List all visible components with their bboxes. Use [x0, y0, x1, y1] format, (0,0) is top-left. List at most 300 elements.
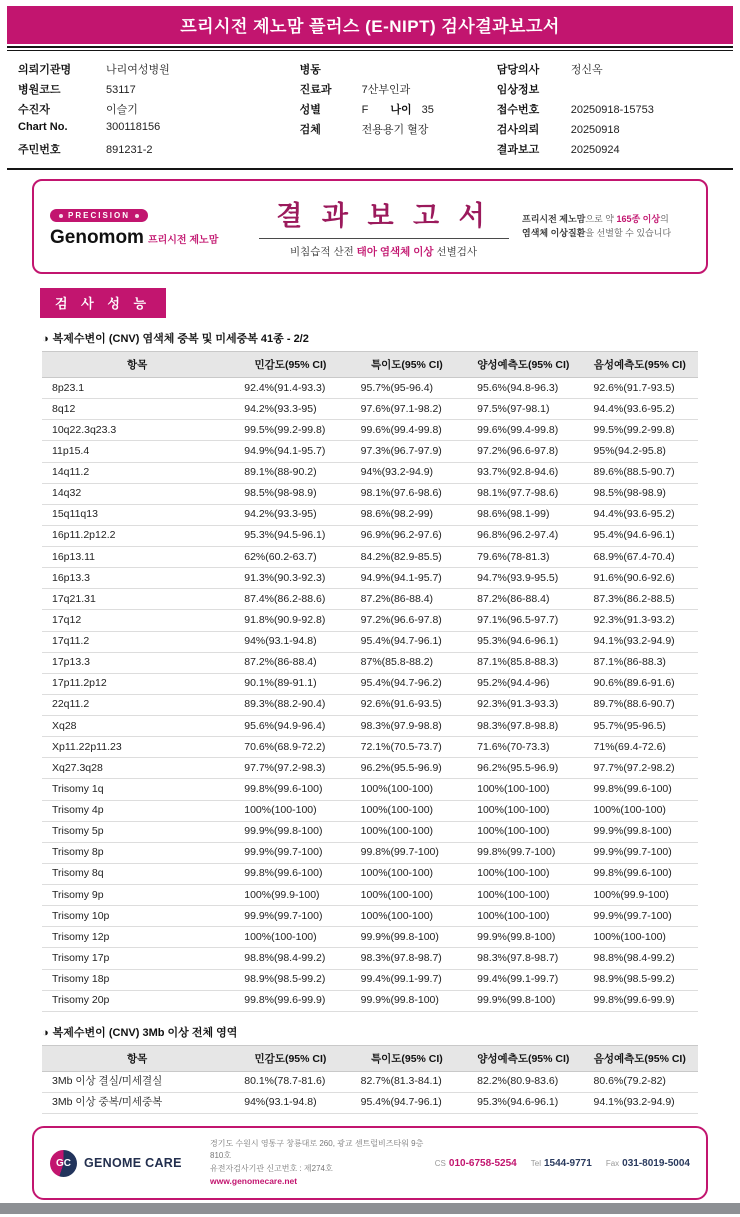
value-cell: 100%(100-100) — [465, 885, 581, 906]
item-cell: Trisomy 4p — [42, 800, 232, 821]
value-cell: 99.9%(99.7-100) — [232, 842, 348, 863]
table2-caption-text: 복제수변이 (CNV) 3Mb 이상 전체 영역 — [52, 1026, 238, 1039]
table-row — [42, 1092, 698, 1113]
table-row — [42, 779, 698, 800]
table-row — [42, 652, 698, 673]
info-value: 20250918 — [570, 124, 620, 136]
note-mid: 으로 약 — [585, 213, 617, 224]
item-cell: Xq28 — [42, 716, 232, 737]
value-cell: 94.2%(93.3-95) — [232, 399, 348, 420]
info-value: 정신옥 — [570, 64, 603, 76]
column-header: 음성예측도(95% CI) — [582, 1045, 698, 1071]
value-cell: 99.5%(99.2-99.8) — [232, 420, 348, 441]
value-cell: 99.9%(99.7-100) — [582, 906, 698, 927]
value-cell: 94.2%(93.3-95) — [232, 504, 348, 525]
brand-name: Genomom — [50, 226, 144, 248]
info-label: 의뢰기관명 — [18, 64, 72, 76]
table-row — [42, 906, 698, 927]
item-cell: Xp11.22p11.23 — [42, 737, 232, 758]
value-cell: 71.6%(70-73.3) — [465, 737, 581, 758]
subtitle-post: 선별검사 — [433, 246, 478, 258]
section-header-test-performance: 검 사 성 능 — [40, 288, 166, 318]
value-cell: 98.9%(98.5-99.2) — [582, 969, 698, 990]
brand-name-korean: 프리시전 제노맘 — [147, 234, 219, 246]
precision-badge — [50, 209, 148, 222]
value-cell: 99.4%(99.1-99.7) — [349, 969, 465, 990]
value-cell: 92.4%(91.4-93.3) — [232, 378, 348, 399]
genomecare-logo-text: GENOME CARE — [84, 1156, 182, 1171]
column-header: 양성예측도(95% CI) — [465, 1045, 581, 1071]
contact-tel — [531, 1158, 592, 1169]
contact-label: CS — [434, 1158, 446, 1168]
brand-block — [50, 205, 245, 249]
value-cell: 97.6%(97.1-98.2) — [349, 399, 465, 420]
item-cell: 22q11.2 — [42, 694, 232, 715]
item-cell: Trisomy 8q — [42, 863, 232, 884]
table2-caption — [42, 1024, 698, 1040]
info-value: 53117 — [106, 84, 136, 96]
page-edge-strip — [0, 1203, 740, 1214]
half-circle-icon: ◑ — [42, 333, 49, 345]
contact-value: 1544-9771 — [543, 1157, 592, 1169]
value-cell: 96.2%(95.5-96.9) — [349, 758, 465, 779]
value-cell: 98.3%(97.8-98.8) — [465, 716, 581, 737]
value-cell: 98.8%(98.4-99.2) — [232, 948, 348, 969]
value-cell: 98.3%(97.8-98.7) — [465, 948, 581, 969]
value-cell: 99.9%(99.8-100) — [582, 821, 698, 842]
info-value: 300118156 — [106, 121, 161, 133]
table-row — [42, 737, 698, 758]
item-cell: 8q12 — [42, 399, 232, 420]
info-label: 나이 — [390, 104, 412, 116]
result-banner — [32, 179, 708, 274]
value-cell: 99.4%(99.1-99.7) — [465, 969, 581, 990]
value-cell: 80.1%(78.7-81.6) — [232, 1071, 348, 1092]
table-row — [42, 399, 698, 420]
item-cell: Xq27.3q28 — [42, 758, 232, 779]
value-cell: 99.5%(99.2-99.8) — [582, 420, 698, 441]
value-cell: 97.5%(97-98.1) — [465, 399, 581, 420]
info-column — [18, 60, 300, 160]
value-cell: 96.2%(95.5-96.9) — [465, 758, 581, 779]
subtitle-highlight: 태아 염색체 이상 — [356, 246, 434, 258]
value-cell: 100%(100-100) — [465, 821, 581, 842]
value-cell: 98.5%(98-98.9) — [582, 483, 698, 504]
info-row — [497, 80, 722, 100]
info-label: 병동 — [299, 64, 321, 76]
value-cell: 95.4%(94.7-96.2) — [349, 673, 465, 694]
info-value: 20250924 — [570, 144, 620, 156]
info-row — [300, 60, 497, 80]
info-row — [18, 120, 300, 140]
column-header: 특이도(95% CI) — [349, 1045, 465, 1071]
info-row — [18, 140, 300, 160]
info-label: Chart No. — [18, 121, 68, 133]
value-cell: 91.3%(90.3-92.3) — [232, 568, 348, 589]
footer-contacts — [435, 1158, 690, 1169]
column-header: 양성예측도(95% CI) — [465, 352, 581, 378]
info-label: 결과보고 — [496, 144, 540, 156]
value-cell: 95.3%(94.6-96.1) — [465, 631, 581, 652]
table-row — [42, 821, 698, 842]
info-label: 담당의사 — [496, 64, 540, 76]
value-cell: 96.9%(96.2-97.6) — [349, 525, 465, 546]
note-brand: 프리시전 제노맘 — [522, 213, 586, 224]
value-cell: 100%(100-100) — [349, 779, 465, 800]
value-cell: 94%(93.1-94.8) — [232, 631, 348, 652]
value-cell: 87.1%(85.8-88.3) — [465, 652, 581, 673]
item-cell: Trisomy 9p — [42, 885, 232, 906]
value-cell: 99.9%(99.8-100) — [465, 927, 581, 948]
banner-note — [522, 213, 690, 241]
value-cell: 80.6%(79.2-82) — [582, 1071, 698, 1092]
value-cell: 99.8%(99.6-99.9) — [232, 990, 348, 1011]
info-row — [300, 100, 497, 120]
info-label: 수진자 — [18, 104, 50, 116]
table-row — [42, 504, 698, 525]
subtitle-pre: 비침습적 산전 — [289, 246, 357, 258]
info-value: 891231-2 — [106, 144, 153, 156]
item-cell: 17q11.2 — [42, 631, 232, 652]
value-cell: 91.6%(90.6-92.6) — [582, 568, 698, 589]
info-value: 이슬기 — [106, 104, 138, 116]
item-cell: 17p13.3 — [42, 652, 232, 673]
table-row — [42, 885, 698, 906]
value-cell: 94.9%(94.1-95.7) — [349, 568, 465, 589]
item-cell: Trisomy 20p — [42, 990, 232, 1011]
report-page — [0, 6, 740, 1217]
value-cell: 100%(100-100) — [349, 863, 465, 884]
note-bold2: 염색체 이상질환 — [522, 227, 586, 238]
value-cell: 99.9%(99.8-100) — [349, 927, 465, 948]
info-label: 검체 — [299, 124, 321, 136]
item-cell: 15q11q13 — [42, 504, 232, 525]
value-cell: 87.4%(86.2-88.6) — [232, 589, 348, 610]
item-cell: Trisomy 18p — [42, 969, 232, 990]
website-url: www.genomecare.net — [210, 1176, 298, 1187]
value-cell: 99.8%(99.6-100) — [582, 863, 698, 884]
value-cell: 99.8%(99.6-100) — [232, 779, 348, 800]
value-cell: 99.8%(99.6-100) — [582, 779, 698, 800]
value-cell: 98.6%(98.1-99) — [465, 504, 581, 525]
info-row — [497, 60, 722, 80]
value-cell: 99.8%(99.7-100) — [465, 842, 581, 863]
value-cell: 95.3%(94.6-96.1) — [465, 1092, 581, 1113]
table-row — [42, 842, 698, 863]
value-cell: 99.9%(99.8-100) — [349, 990, 465, 1011]
value-cell: 94.7%(93.9-95.5) — [465, 568, 581, 589]
value-cell: 100%(99.9-100) — [232, 885, 348, 906]
value-cell: 95.2%(94.4-96) — [465, 673, 581, 694]
cnv-3mb-performance-table — [42, 1045, 698, 1114]
item-cell: 16p11.2p12.2 — [42, 525, 232, 546]
genomecare-logo — [50, 1150, 210, 1177]
table-row — [42, 441, 698, 462]
item-cell: Trisomy 5p — [42, 821, 232, 842]
footer-address — [210, 1138, 435, 1188]
item-cell: 3Mb 이상 결실/미세결실 — [42, 1071, 232, 1092]
item-cell: 14q32 — [42, 483, 232, 504]
item-cell: Trisomy 17p — [42, 948, 232, 969]
contact-label: Fax — [605, 1158, 620, 1168]
value-cell: 99.8%(99.7-100) — [349, 842, 465, 863]
item-cell: Trisomy 1q — [42, 779, 232, 800]
table-row — [42, 525, 698, 546]
value-cell: 100%(100-100) — [465, 800, 581, 821]
page-title: 프리시전 제노맘 플러스 (E-NIPT) 검사결과보고서 — [180, 17, 560, 36]
value-cell: 98.3%(97.8-98.7) — [349, 948, 465, 969]
table-row — [42, 547, 698, 568]
table-row — [42, 694, 698, 715]
value-cell: 95.6%(94.8-96.3) — [465, 378, 581, 399]
value-cell: 95%(94.2-95.8) — [582, 441, 698, 462]
value-cell: 97.7%(97.2-98.3) — [232, 758, 348, 779]
item-cell: 14q11.2 — [42, 462, 232, 483]
table-row — [42, 758, 698, 779]
value-cell: 98.9%(98.5-99.2) — [232, 969, 348, 990]
value-cell: 98.6%(98.2-99) — [349, 504, 465, 525]
column-header: 특이도(95% CI) — [349, 352, 465, 378]
table-row — [42, 673, 698, 694]
footer-box — [32, 1126, 708, 1200]
value-cell: 94%(93.2-94.9) — [349, 462, 465, 483]
info-column — [497, 60, 722, 160]
value-cell: 87.1%(86-88.3) — [582, 652, 698, 673]
result-report-title: 결 과 보 고 서 — [276, 201, 491, 231]
address-line-2: 유전자검사기관 신고번호 : 제274호 — [210, 1163, 333, 1173]
value-cell: 98.5%(98-98.9) — [232, 483, 348, 504]
info-row — [18, 100, 300, 120]
value-cell: 100%(100-100) — [232, 927, 348, 948]
value-cell: 82.2%(80.9-83.6) — [465, 1071, 581, 1092]
value-cell: 99.9%(99.8-100) — [465, 990, 581, 1011]
value-cell: 97.1%(96.5-97.7) — [465, 610, 581, 631]
item-cell: Trisomy 10p — [42, 906, 232, 927]
table-header-row — [42, 1045, 698, 1071]
table-row — [42, 420, 698, 441]
table-header-row — [42, 352, 698, 378]
item-cell: Trisomy 8p — [42, 842, 232, 863]
value-cell: 97.7%(97.2-98.2) — [582, 758, 698, 779]
info-label: 병원코드 — [18, 84, 61, 96]
report-title-bar — [7, 6, 733, 44]
info-value: 7산부인과 — [361, 84, 411, 96]
column-header: 항목 — [42, 352, 232, 378]
value-cell: 97.3%(96.7-97.9) — [349, 441, 465, 462]
info-label: 접수번호 — [496, 104, 540, 116]
note-end2: 을 선별할 수 있습니다 — [585, 227, 672, 238]
value-cell: 79.6%(78-81.3) — [465, 547, 581, 568]
value-cell: 100%(100-100) — [349, 906, 465, 927]
value-cell: 100%(100-100) — [349, 800, 465, 821]
value-cell: 99.9%(99.7-100) — [232, 906, 348, 927]
value-cell: 97.2%(96.6-97.8) — [349, 610, 465, 631]
info-value: 나리여성병원 — [106, 64, 170, 76]
value-cell: 94.4%(93.6-95.2) — [582, 399, 698, 420]
item-cell: 10q22.3q23.3 — [42, 420, 232, 441]
contact-value: 031-8019-5004 — [622, 1157, 690, 1169]
badge-dot-icon — [135, 214, 139, 218]
table1-caption-text: 복제수변이 (CNV) 염색체 중복 및 미세중복 41종 - 2/2 — [52, 333, 309, 345]
info-row — [497, 100, 722, 120]
value-cell: 94.4%(93.6-95.2) — [582, 504, 698, 525]
info-row — [497, 120, 722, 140]
value-cell: 84.2%(82.9-85.5) — [349, 547, 465, 568]
value-cell: 95.7%(95-96.5) — [582, 716, 698, 737]
value-cell: 95.4%(94.7-96.1) — [349, 631, 465, 652]
brand-line — [50, 227, 245, 249]
value-cell: 68.9%(67.4-70.4) — [582, 547, 698, 568]
info-label: 검사의뢰 — [496, 124, 540, 136]
info-label: 임상정보 — [496, 84, 540, 96]
value-cell: 91.8%(90.9-92.8) — [232, 610, 348, 631]
cnv-duplication-performance-table — [42, 351, 698, 1012]
item-cell: 16p13.11 — [42, 547, 232, 568]
genomecare-logo-icon: GC — [50, 1150, 77, 1177]
table-row — [42, 589, 698, 610]
info-value: 35 — [421, 104, 434, 116]
item-cell: 3Mb 이상 중복/미세중복 — [42, 1092, 232, 1113]
value-cell: 89.7%(88.6-90.7) — [582, 694, 698, 715]
value-cell: 70.6%(68.9-72.2) — [232, 737, 348, 758]
value-cell: 100%(100-100) — [465, 906, 581, 927]
info-column — [300, 60, 497, 160]
info-value: 20250918-15753 — [570, 104, 654, 116]
value-cell: 99.6%(99.4-99.8) — [349, 420, 465, 441]
value-cell: 93.7%(92.8-94.6) — [465, 462, 581, 483]
value-cell: 100%(99.9-100) — [582, 885, 698, 906]
item-cell: 17q12 — [42, 610, 232, 631]
value-cell: 89.3%(88.2-90.4) — [232, 694, 348, 715]
contact-value: 010-6758-5254 — [448, 1157, 517, 1169]
value-cell: 99.9%(99.7-100) — [582, 842, 698, 863]
value-cell: 100%(100-100) — [465, 779, 581, 800]
value-cell: 89.6%(88.5-90.7) — [582, 462, 698, 483]
value-cell: 99.9%(99.8-100) — [232, 821, 348, 842]
info-label: 성별 — [299, 104, 321, 116]
info-row — [300, 80, 497, 100]
value-cell: 100%(100-100) — [582, 927, 698, 948]
address-line-1: 경기도 수원시 영통구 창룡대로 260, 광교 센트럴비즈타워 9층 810호 — [210, 1139, 424, 1161]
badge-dot-icon — [59, 214, 63, 218]
value-cell: 95.7%(95-96.4) — [349, 378, 465, 399]
table-row — [42, 990, 698, 1011]
value-cell: 87%(85.8-88.2) — [349, 652, 465, 673]
value-cell: 94.9%(94.1-95.7) — [232, 441, 348, 462]
column-header: 민감도(95% CI) — [232, 1045, 348, 1071]
value-cell: 100%(100-100) — [582, 800, 698, 821]
table-row — [42, 1071, 698, 1092]
value-cell: 94.1%(93.2-94.9) — [582, 1092, 698, 1113]
table-row — [42, 800, 698, 821]
item-cell: 17p11.2p12 — [42, 673, 232, 694]
value-cell: 99.8%(99.6-100) — [232, 863, 348, 884]
value-cell: 95.4%(94.6-96.1) — [582, 525, 698, 546]
value-cell: 100%(100-100) — [232, 800, 348, 821]
value-cell: 94%(93.1-94.8) — [232, 1092, 348, 1113]
value-cell: 62%(60.2-63.7) — [232, 547, 348, 568]
value-cell: 98.8%(98.4-99.2) — [582, 948, 698, 969]
value-cell: 100%(100-100) — [349, 821, 465, 842]
info-value: 전용용기 혈장 — [361, 124, 429, 136]
table-row — [42, 378, 698, 399]
badge-label: PRECISION — [68, 211, 131, 220]
table-row — [42, 948, 698, 969]
info-row — [18, 80, 300, 100]
value-cell: 72.1%(70.5-73.7) — [349, 737, 465, 758]
value-cell: 94.1%(93.2-94.9) — [582, 631, 698, 652]
info-label: 주민번호 — [18, 144, 61, 156]
value-cell: 99.8%(99.6-99.9) — [582, 990, 698, 1011]
value-cell: 96.8%(96.2-97.4) — [465, 525, 581, 546]
info-value: F — [361, 104, 369, 116]
table-row — [42, 631, 698, 652]
value-cell: 87.2%(86-88.4) — [232, 652, 348, 673]
value-cell: 87.3%(86.2-88.5) — [582, 589, 698, 610]
info-label: 진료과 — [299, 84, 332, 96]
patient-info-section — [0, 51, 740, 166]
value-cell: 90.6%(89.6-91.6) — [582, 673, 698, 694]
contact-label: Tel — [530, 1158, 541, 1168]
value-cell: 95.4%(94.7-96.1) — [349, 1092, 465, 1113]
contact-cs — [435, 1158, 517, 1169]
value-cell: 92.6%(91.7-93.5) — [582, 378, 698, 399]
contact-fax — [606, 1158, 690, 1169]
info-row — [300, 120, 497, 140]
half-circle-icon: ◑ — [42, 1026, 49, 1039]
value-cell: 100%(100-100) — [349, 885, 465, 906]
info-divider — [7, 168, 733, 170]
item-cell: 11p15.4 — [42, 441, 232, 462]
value-cell: 92.6%(91.6-93.5) — [349, 694, 465, 715]
info-row — [497, 140, 722, 160]
table1-caption — [42, 330, 698, 346]
value-cell: 92.3%(91.3-93.3) — [465, 694, 581, 715]
table-row — [42, 568, 698, 589]
table-row — [42, 969, 698, 990]
table-row — [42, 716, 698, 737]
table-row — [42, 483, 698, 504]
value-cell: 98.1%(97.7-98.6) — [465, 483, 581, 504]
table-row — [42, 927, 698, 948]
column-header: 음성예측도(95% CI) — [582, 352, 698, 378]
item-cell: 16p13.3 — [42, 568, 232, 589]
value-cell: 87.2%(86-88.4) — [349, 589, 465, 610]
item-cell: Trisomy 12p — [42, 927, 232, 948]
value-cell: 87.2%(86-88.4) — [465, 589, 581, 610]
note-highlight: 165종 이상 — [616, 213, 661, 224]
value-cell: 89.1%(88-90.2) — [232, 462, 348, 483]
value-cell: 82.7%(81.3-84.1) — [349, 1071, 465, 1092]
note-end1: 의 — [660, 213, 669, 224]
value-cell: 97.2%(96.6-97.8) — [465, 441, 581, 462]
result-report-subtitle — [259, 238, 509, 259]
table-row — [42, 462, 698, 483]
value-cell: 100%(100-100) — [465, 863, 581, 884]
value-cell: 99.6%(99.4-99.8) — [465, 420, 581, 441]
table-row — [42, 863, 698, 884]
value-cell: 95.6%(94.9-96.4) — [232, 716, 348, 737]
value-cell: 90.1%(89-91.1) — [232, 673, 348, 694]
value-cell: 71%(69.4-72.6) — [582, 737, 698, 758]
info-row — [18, 60, 300, 80]
item-cell: 8p23.1 — [42, 378, 232, 399]
column-header: 민감도(95% CI) — [232, 352, 348, 378]
value-cell: 98.1%(97.6-98.6) — [349, 483, 465, 504]
item-cell: 17q21.31 — [42, 589, 232, 610]
value-cell: 98.3%(97.9-98.8) — [349, 716, 465, 737]
report-title-block — [245, 194, 522, 259]
